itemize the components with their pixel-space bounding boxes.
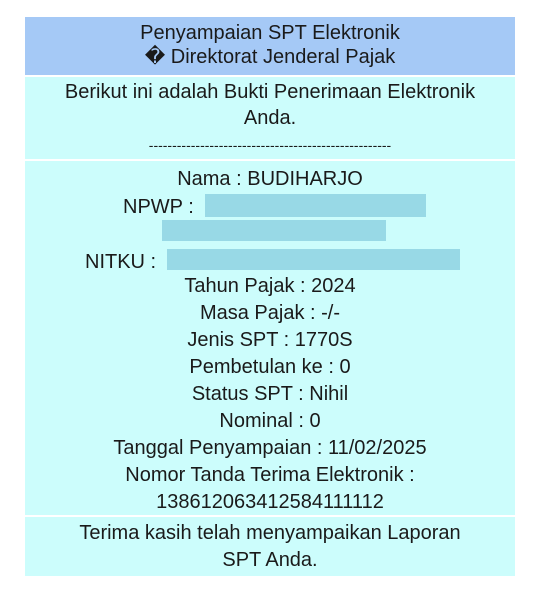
nomor-tanda-terima-value: 138612063412584111112 [156, 491, 384, 513]
header-agency: � Direktorat Jenderal Pajak [144, 46, 396, 68]
header-title: Penyampaian SPT Elektronik [140, 22, 400, 44]
nitku-redaction [167, 249, 460, 270]
nominal-field: Nominal : 0 [219, 410, 321, 432]
footer-line-2: SPT Anda. [222, 549, 318, 571]
nitku-label: NITKU : [85, 251, 157, 273]
footer-line-1: Terima kasih telah menyampaikan Laporan [79, 522, 461, 544]
footer-divider [25, 515, 515, 517]
receipt-header [25, 17, 515, 75]
tahun-pajak-field: Tahun Pajak : 2024 [184, 275, 356, 297]
footer-text [25, 520, 515, 574]
nama-field: Nama : BUDIHARJO [177, 168, 363, 190]
npwp-redaction-1 [205, 194, 426, 217]
npwp-redaction-2 [162, 220, 386, 241]
header-divider [25, 75, 515, 77]
intro-text [25, 79, 515, 131]
jenis-spt-field: Jenis SPT : 1770S [187, 329, 353, 351]
pembetulan-field: Pembetulan ke : 0 [189, 356, 351, 378]
tanggal-penyampaian-field: Tanggal Penyampaian : 11/02/2025 [113, 437, 427, 459]
intro-line-1: Berikut ini adalah Bukti Penerimaan Elektronik [64, 81, 476, 103]
separator-line: ---------------------------------------------------- [148, 137, 392, 153]
intro-line-2: Anda. [243, 107, 297, 129]
masa-pajak-field: Masa Pajak : -/- [199, 302, 341, 324]
receipt-card [25, 17, 515, 576]
npwp-label: NPWP : [123, 196, 194, 218]
nomor-tanda-terima-label: Nomor Tanda Terima Elektronik : [125, 464, 415, 486]
status-spt-field: Status SPT : Nihil [191, 383, 349, 405]
intro-divider [25, 159, 515, 161]
